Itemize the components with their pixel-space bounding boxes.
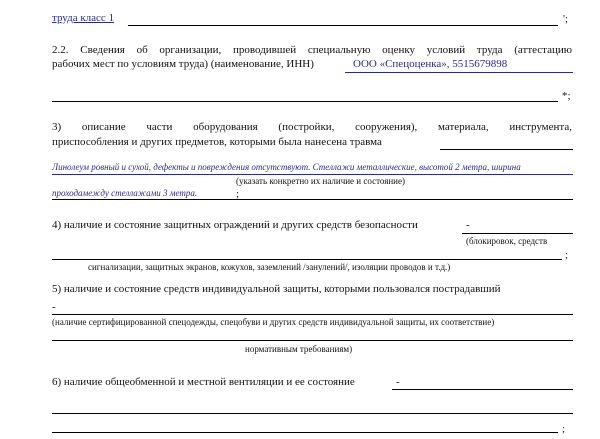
- s3-line1: 3) описание части оборудования (постройки, сооружения), материала, инструмента,: [52, 121, 572, 133]
- s3-hint: (указать конкретно их наличие и состояние): [236, 176, 405, 186]
- s4-line2-underline: [52, 259, 562, 260]
- s4-hint2: сигнализации, защитных экранов, кожухов, заземлений /занулений/, изоляции проводов и т.д.): [88, 262, 451, 272]
- s4-line1: 4) наличие и состояние защитных ограждений и других средств безопасности: [52, 219, 418, 231]
- s5-hint2: нормативным требованиям): [245, 344, 353, 354]
- s22-line3-underline: [52, 101, 558, 102]
- s6-line2-underline: [52, 413, 573, 414]
- s22-end: *;: [562, 90, 571, 102]
- s3-fill2: проходамежду стеллажами 3 метра.: [52, 188, 198, 198]
- s3-fill2-end: ;: [236, 188, 240, 200]
- s6-value: -: [396, 376, 400, 388]
- s6-line1: 6) наличие общеобменной и местной вентиляции и ее состояние: [52, 376, 355, 388]
- s5-line1: 5) наличие и состояние средств индивидуальной защиты, которыми пользовался пострадавший: [52, 283, 501, 295]
- s5-line2-underline: [52, 314, 573, 315]
- s3-fill1-underline: [52, 174, 573, 175]
- s5-hint1: (наличие сертифицированной спецодежды, спецобуви и других средств индивидуальной защиты, их соответствие): [52, 317, 495, 327]
- s4-line1-underline: [462, 233, 573, 234]
- top-line-end: ';: [563, 13, 569, 25]
- s22-org-value: ООО «Спецоценка», 5515679898: [353, 58, 508, 70]
- s4-hint1: (блокировок, средств: [466, 236, 548, 246]
- s6-line1-underline: [392, 389, 573, 390]
- s3-line2-underline: [440, 149, 573, 150]
- s5-value: -: [52, 301, 56, 313]
- s22-org-underline: [345, 72, 573, 73]
- top-line-label: труда класс 1: [52, 12, 115, 24]
- s4-end: ;: [565, 249, 569, 261]
- s22-line1: 2.2. Сведения об организации, проводившей специальную оценку условий труда (аттестацию: [52, 44, 572, 56]
- s4-value: -: [466, 219, 470, 231]
- s6-line3-underline: [52, 432, 558, 433]
- s3-fill1: Линолеум ровный и сухой, дефекты и повреждения отсутствуют. Стеллажи металлические, высотой 2 метра, ширина: [52, 162, 521, 172]
- s3-fill2-underline: [52, 199, 573, 200]
- s6-end: ;: [562, 423, 566, 435]
- s22-line2-prefix: рабочих мест по условиям труда) (наименование, ИНН): [52, 58, 314, 70]
- s3-line2: приспособления и других предметов, которыми была нанесена травма: [52, 136, 382, 148]
- s5-line3-underline: [52, 340, 573, 341]
- top-line-underline: [128, 25, 558, 26]
